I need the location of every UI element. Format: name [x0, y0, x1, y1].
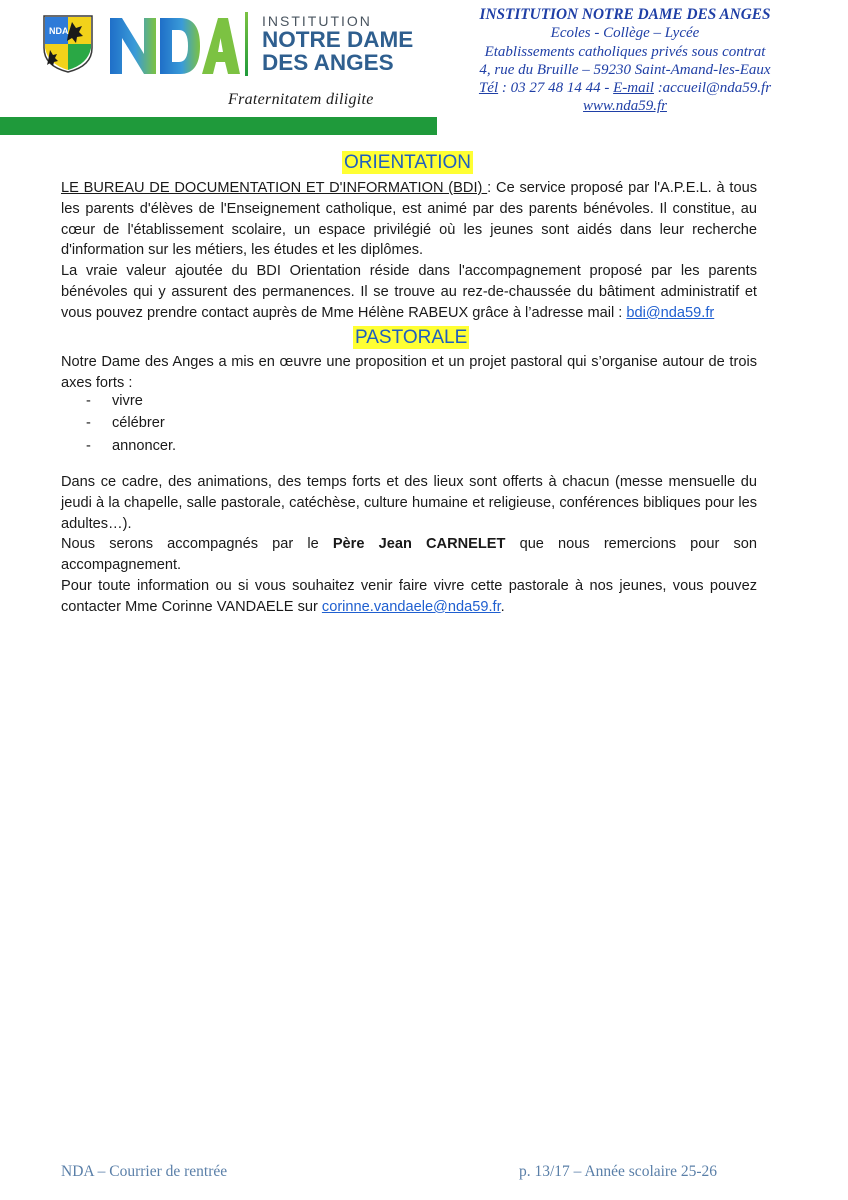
footer-page-number: p. 13/17 – Année scolaire 25-26 — [519, 1163, 718, 1180]
contact-phone-email — [460, 79, 790, 97]
email-label: E-mail — [613, 80, 654, 97]
green-header-bar — [0, 117, 437, 135]
nda-logo-icon — [108, 12, 240, 78]
motto: Fraternitatem diligite — [228, 91, 374, 108]
orientation-paragraph-1 — [61, 178, 757, 261]
website-link[interactable]: www.nda59.fr — [583, 98, 667, 115]
institution-name — [262, 28, 413, 74]
bdi-title: LE BUREAU DE DOCUMENTATION ET D'INFORMATION (BDI) — [61, 180, 488, 196]
para2-end: que nous remercions pour son accompagnement. — [61, 536, 757, 574]
axis-label: vivre — [112, 393, 143, 409]
orientation-heading: ORIENTATION — [344, 152, 472, 173]
institution-small-label: INSTITUTION — [262, 13, 372, 29]
tel-label: Tél — [478, 80, 499, 97]
footer-left: NDA – Courrier de rentrée — [61, 1163, 228, 1180]
list-item: - célébrer — [86, 415, 165, 431]
para2-start: Nous serons accompagnés par le — [61, 536, 333, 553]
tel-value: : 03 27 48 14 44 - — [498, 80, 614, 97]
pastorale-paragraph-3 — [61, 576, 757, 618]
axis-label: célébrer — [112, 415, 165, 431]
institution-name-line2: DES ANGES — [262, 50, 394, 75]
list-item: - vivre — [86, 393, 143, 409]
bdi-description: : Ce service proposé par l'A.P.E.L. à tous les parents d'élèves de l'Enseignement catholique, est animé par des parents bénévoles. Il constitue, au cœur de l'établissement scolaire, un espace privilégié où les jeunes sont aidés dans leur recherche d'information sur les métiers, les études et les diplômes. — [61, 180, 757, 259]
list-item: - annoncer. — [86, 438, 177, 454]
pastorale-body — [61, 472, 757, 618]
orientation-paragraph-2 — [61, 261, 757, 323]
pastorale-heading: PASTORALE — [355, 327, 468, 348]
school-crest-logo — [42, 14, 94, 74]
bdi-details: La vraie valeur ajoutée du BDI Orientation réside dans l'accompagnement proposé par les parents bénévoles qui y assurent des permanences. Il se trouve au rez-de-chaussée du bâtiment administratif et vous pouvez prendre contact auprès de Mme Hélène RABEUX grâce à l’adresse mail : — [61, 263, 757, 321]
priest-name: Père Jean CARNELET — [332, 536, 506, 553]
para3-text: Pour toute information ou si vous souhaitez venir faire vivre cette pastorale à nos jeunes, vous pouvez contacter Mme Corinne VANDAELE sur — [61, 577, 757, 615]
pastorale-paragraph-2 — [61, 534, 757, 576]
logo-separator — [245, 12, 248, 76]
para3-end: . — [500, 598, 505, 615]
contact-title: INSTITUTION NOTRE DAME DES ANGES — [479, 6, 771, 23]
contact-schools: Ecoles - Collège – Lycée — [550, 25, 700, 42]
pastorale-paragraph-1: Dans ce cadre, des animations, des temps forts et des lieux sont offerts à chacun (messe mensuelle du jeudi à la chapelle, salle pastorale, catéchèse, culture humaine et religieuse, conférences bibliques pour les adultes…). — [61, 474, 757, 532]
contact-address: 4, rue du Bruille – 59230 Saint-Amand-les-Eaux — [479, 61, 771, 78]
contact-status: Etablissements catholiques privés sous contrat — [484, 43, 766, 60]
pastorale-intro: Notre Dame des Anges a mis en œuvre une proposition et un projet pastoral qui s’organise autour de trois axes forts : — [61, 354, 757, 391]
crest-text: NDA — [49, 26, 69, 36]
institution-name-line1: NOTRE DAME — [262, 27, 414, 52]
axis-label: annoncer. — [112, 438, 177, 454]
email-value[interactable]: :accueil@nda59.fr — [653, 80, 772, 97]
bdi-email-link[interactable]: bdi@nda59.fr — [626, 304, 715, 321]
vandaele-email-link[interactable]: corinne.vandaele@nda59.fr — [321, 598, 501, 615]
orientation-section — [61, 178, 757, 324]
contact-block — [460, 6, 790, 116]
